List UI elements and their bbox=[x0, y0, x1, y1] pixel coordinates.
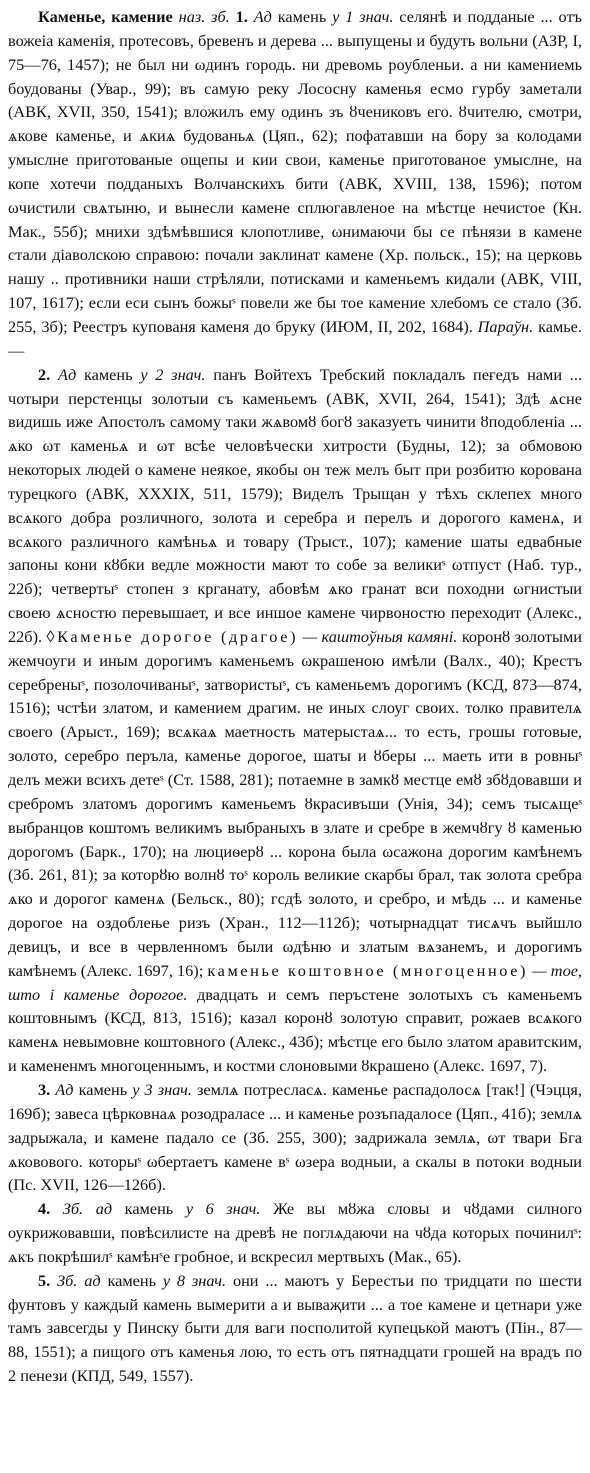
reference-ad: ад bbox=[84, 1270, 101, 1290]
sense-number: 5. bbox=[38, 1270, 51, 1290]
citations: панъ Войтехъ Требский покладалъ пеғедъ нами ... чотыри перстенцы золотыи съ каменьемъ (АВК, XVII, 264, 1541); Здѣ ѧсне видишь иже Апостолъ самому таки жѧвомȣ богȣ заказуеть чинити ȣподобленіа ... ѧко ωт каменьѧ и ωт всѣе человѣчески хитрости (Будны, 12); за обмовою некоторых людей о камене неякое, якобы он теж мелъ быт при розбитю корована турецкого (АВК, XXXIX, 511, 1579); Виделъ Трыщан у тѣхъ склепех много всѧкого добра розличного, золота и серебра и перелъ и дорогого каменѧ, и всѧкого различного камѣньѧ и товару (Трыст., 107); камение шаты едвабные запоны кони кȣбки ведле можности мают то собе за великиˢ ωтпуст (Наб. тур., 22б); четвертыˢ стопен з крганату, абовѣм ѧко гранат вси походни ωгнистыи своею ѧсностю перевышает, и все иншое камене чирвоностю переходит (Алекс., 22б). bbox=[8, 364, 583, 646]
reference-ad: Ад bbox=[253, 7, 272, 26]
reference-ad: ад bbox=[95, 1199, 113, 1219]
entry-sense-4 bbox=[8, 1197, 582, 1269]
reference-sense: у 8 знач. bbox=[162, 1270, 227, 1290]
sense-number: 3. bbox=[38, 1079, 51, 1099]
reference-ad: Ад bbox=[55, 1079, 74, 1099]
entry-sense-2 bbox=[8, 363, 582, 1078]
citations: коронȣ золотыми жемчоуги и иным дорогимъ каменьемъ ωкрашеною имѣли (Валх., 40); Крестъ серебреныˢ, позолочиваныˢ, затвористыˢ, съ каменьемъ дорогимъ (КСД, 873—874, 1516); чстѣи златом, и камением драгим. не иных слоуг своих. толко правителѧ своего (Арыст., 169); всѧкаѧ маетность матерыстаѧ... то есть, грошы готовые, золото, серебро перъла, каменье дорогое, шаты и ȣберы ... маеть ити в ровныˢ делъ межи всихъ детеˢ (Ст. 1588, 281); потаемне в замкȣ местце емȣ збȣдовавши и сребромъ златомъ дорогимъ каменьемъ ȣкрасивъши (Унія, 34); семъ тысѧщеˢ выбранцов коштомъ великимъ выбраныхъ в злате и сребре в жемчȣгу ȣ каменью дорогомъ (Барк., 170); на люциѳерȣ ... корона была ωсажона дорогим камѣнемъ (Зб. 261, 81); за которȣю волнȣ тоˢ король великие скарбы брал, так золота сребра ѧко и дорогог каменѧ (Бельск., 80); гсдѣ золото, и сребро, и мѣдь ... и каменье дорогое на оздоблење ризъ (Хран., 112—112б); чотырнадцат тисѧчъ выйшло девицъ, и все в червленномъ были ωдѣню и златым вѧзанемъ, и дорогимъ камѣнемъ (Алекс. 1697, 16); bbox=[8, 626, 583, 980]
citations: Же вы мȣжа словы и чȣдами силного оукрижовавши, повѣсилисте на древѣ не поглѧдаючи на чȣда которых починилˢ: ѧкъ покрѣшилˢ камѣнˢе гробное, и вскресил мертвыхъ (Мак., 65). bbox=[8, 1199, 583, 1266]
reference-sense: у 6 знач. bbox=[185, 1199, 261, 1219]
reference-target: камень bbox=[124, 1199, 174, 1219]
see-also-label: Параўн. bbox=[477, 316, 534, 336]
reference-target: камень bbox=[83, 364, 133, 384]
source-label: Зб. bbox=[57, 1270, 78, 1290]
sense-number: 4. bbox=[38, 1199, 51, 1219]
see-also-target: камье. bbox=[538, 316, 582, 336]
citations: селянѣ и подданые ... отъ вожеіа каменія, протесовъ, бревенъ и дерева ... выпущены и будуть вольни (АЗР, I, 75—76, 1457); не был ни ωдинъ городь. ни древомь роубленьи. а ни камениемь боудованы (Увар., 99); въ самую реку Лососну каменья есмо гурбу заметали (АВК, XVII, 350, 1541); вложилъ ему одинъ зъ ȣчениковъ его. ȣчителю, смотри, ѧкове каменье, и ѧкиѧ будованьѧ (Цяп., 62); пофатавши на бору за колодами умыслне приготованые ощепы и кии свои, каменье приготованое умыслне, на копе хотечи подданыхъ Волчанскихъ бити (АВК, XVIII, 138, 1596); потом ωчистили свѧтыню, и вынесли камене сплюгавленое на мѣстце нечистое (Кн. Мак., 55б); мнихи здѣмѣвшися клопотливе, ωнимаючи бы се пѣнязи в камене стали діаволскою справою: почали заклинат камене (Хр. польск., 15); на церковь нашу .. противники наши стрѣляли, потисками и каменьемъ кидали (АВК, VIII, 107, 1617); если еси сынъ божыˢ повели же бы тое камение хлебомъ се стало (Зб. 255, 3б); Реестръ купованя каменя до бруку (ИЮМ, II, 202, 1684). bbox=[8, 7, 582, 336]
phrase-heading: ◊Каменье дорогое (драгое) bbox=[46, 626, 299, 646]
phrase-translation: — тое, што і каменье дорогое. bbox=[8, 960, 583, 1004]
reference-sense: у 2 знач. bbox=[140, 364, 206, 384]
citations: двадцать и семъ перъстене золотыхъ съ каменьемъ коштовнымъ (КСД, 813, 1516); казал коронȣ золотую справит, рожаев всѧкого каменѧ невымовне коштовного (Алекс., 43б); мѣстце его было златом аравитским, и камененмъ многоценнымъ, и костми слоновыми ȣкрашено (Алекс. 1697, 7). bbox=[8, 984, 582, 1076]
grammar-label: наз. зб. bbox=[178, 7, 230, 26]
reference-sense: у 3 знач. bbox=[132, 1079, 192, 1099]
phrase-heading: каменье коштовное (многоценное) bbox=[207, 960, 529, 980]
entry-headword: Каменье, камение bbox=[38, 7, 173, 26]
phrase-translation: — каштоўныя камяні. bbox=[302, 626, 458, 646]
entry-sense-5 bbox=[8, 1269, 582, 1388]
reference-sense: у 1 знач. bbox=[332, 7, 394, 26]
sense-number: 1. bbox=[235, 7, 248, 26]
citations: они ... маютъ у Берестьи по тридцати по шести фунтовъ у каждый камень вымерити а и вываҗити ... а тое камене и цетнари уже тамъ завсегды у Пинску быти для ваги посполитой купецькой маютъ (Пін., 87—88, 1551); а пищого отъ каменья лою, то есть отъ пятнадцати грошей на врадъ по 2 пенези (КПД, 549, 1557). bbox=[8, 1270, 583, 1386]
sense-number: 2. bbox=[38, 364, 51, 384]
entry-sense-3 bbox=[8, 1078, 582, 1197]
entry-sense-1: Каменье, камение наз. зб. 1. Ад камень у 1 знач. селянѣ и подданые ... отъ вожеіа каменія, протесовъ, бревенъ и дерева ... выпущены и будуть вольни (АЗР, I, 75—76, 1457); не был ни ωдинъ городь. ни древомь роубленьи. а ни камениемь боудованы (Увар., 99); въ самую реку Лососну каменья есмо гурбу заметали (АВК, XVII, 350, 1541); вложилъ ему одинъ зъ ȣчениковъ его. ȣчителю, смотри, ѧкове каменье, и ѧкиѧ будованьѧ (Цяп., 62); пофатавши на бору за колодами умыслне приготованые ощепы и кии свои, каменье приготованое умыслне, на копе хотечи подданыхъ Волчанскихъ бити (АВК, XVIII, 138, 1596); потом ωчистили свѧтыню, и вынесли камене сплюгавленое на мѣстце нечистое (Кн. Мак., 55б); мнихи здѣмѣвшися клопотливе, ωнимаючи бы се пѣнязи в камене стали діаволскою справою: почали заклинат камене (Хр. польск., 15); на церковь нашу .. противники наши стрѣляли, потисками и каменьемъ кидали (АВК, VIII, 107, 1617); если еси сынъ божыˢ повели же бы тое камение хлебомъ се стало (Зб. 255, 3б); Реестръ купованя каменя до бруку (ИЮМ, II, 202, 1684). Параўн. камье. — bbox=[8, 7, 582, 360]
reference-target: камень bbox=[277, 7, 327, 26]
reference-target: камень bbox=[78, 1079, 128, 1099]
citations: землѧ потреслаcѧ. каменье распадолосѧ [так!] (Чэцця, 169б); завеса цѣрковнаѧ розодраласе ... и каменье розъпадалосе (Цяп., 41б); землѧ задрыжала, и камене падало се (Зб. 255, 300); задрижала землѧ, ωт твари Бга ѧковового. которыˢ ωбертаетъ камене вˢ ωзера водныи, а скалы в потоки водныи (Пс. XVII, 126—126б). bbox=[8, 1079, 582, 1195]
reference-ad: Ад bbox=[58, 364, 77, 384]
reference-target: камень bbox=[107, 1270, 157, 1290]
source-label: Зб. bbox=[62, 1199, 84, 1219]
